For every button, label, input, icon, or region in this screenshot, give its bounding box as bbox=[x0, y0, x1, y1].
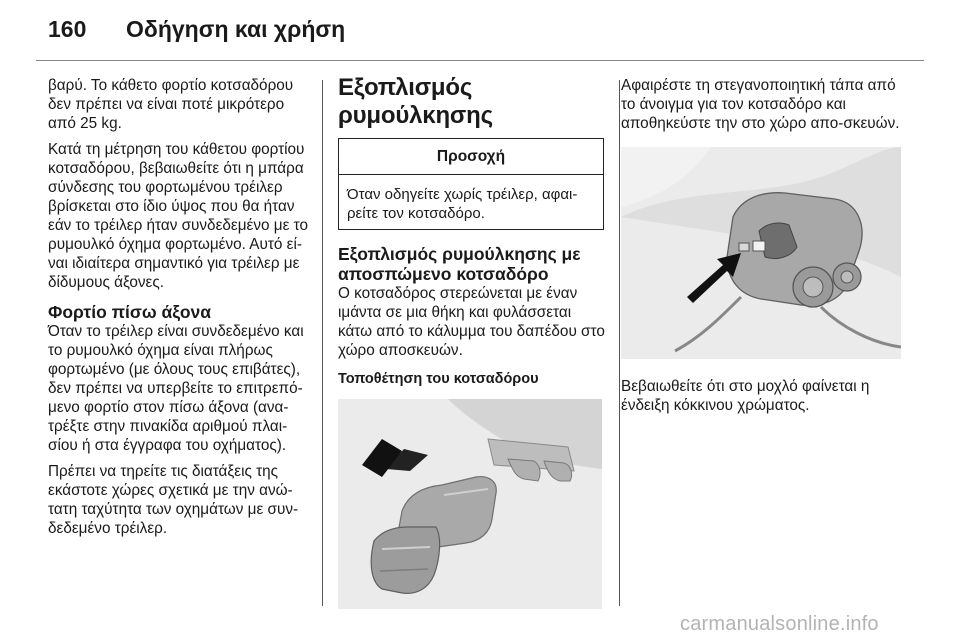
header-divider bbox=[36, 60, 924, 61]
column-1 bbox=[48, 76, 308, 545]
hitch-socket-illustration bbox=[621, 147, 901, 359]
paragraph: Αφαιρέστε τη στεγανοποιητική τάπα από το άνοιγμα για τον κοτσαδόρο και αποθηκεύστε την στο χώρο απο-σκευών. bbox=[621, 77, 900, 132]
column-divider-1 bbox=[322, 80, 323, 606]
column-3 bbox=[621, 76, 911, 422]
hitch-removal-illustration bbox=[338, 399, 602, 609]
axle-load-heading: Φορτίο πίσω άξονα bbox=[48, 302, 212, 322]
page-title: Οδήγηση και χρήση bbox=[126, 16, 346, 42]
paragraph: βαρύ. Το κάθετο φορτίο κοτσαδόρου δεν πρέπει να είναι ποτέ μικρότερο από 25 kg. bbox=[48, 77, 294, 132]
paragraph: Βεβαιωθείτε ότι στο μοχλό φαίνεται η ένδειξη κόκκινου χρώματος. bbox=[621, 378, 870, 414]
page-header bbox=[0, 0, 960, 64]
paragraph: Κατά τη μέτρηση του κάθετου φορτίου κοτσαδόρου, βεβαιωθείτε ότι η μπάρα σύνδεσης του φορτωμένου τρέιλερ βρίσκεται στο ίδιο ύψος που θα ήταν εάν το τρέιλερ ήταν συνδεδεμένο με το ρυμουλκό όχημα φορτωμένο. Αυτό εί-ναι ιδιαίτερα σημαντικό για τρέιλερ με δίδυμους άξονες. bbox=[48, 141, 308, 291]
caution-box bbox=[338, 138, 604, 230]
column-divider-2 bbox=[619, 80, 620, 606]
watermark: carmanualsonline.info bbox=[680, 613, 879, 635]
hitch-cover-illustration bbox=[338, 399, 602, 609]
hitch-socket-drawing bbox=[621, 147, 901, 359]
section-title: Εξοπλισμός ρυμούλκησης bbox=[338, 74, 493, 129]
paragraph: Πρέπει να τηρείτε τις διατάξεις της εκάστοτε χώρες σχετικά με την ανώ-τατη ταχύτητα των οχημάτων με συν-δεδεμένο τρέιλερ. bbox=[48, 463, 299, 537]
caution-title: Προσοχή bbox=[339, 139, 603, 175]
page-number: 160 bbox=[48, 16, 87, 42]
detachable-hitch-heading: Εξοπλισμός ρυμούλκησης με αποσπώμενο κοτσαδόρο bbox=[338, 244, 581, 284]
procedure-title: Τοποθέτηση του κοτσαδόρου bbox=[338, 371, 539, 387]
paragraph: Ο κοτσαδόρος στερεώνεται με έναν ιμάντα σε μια θήκη και φυλάσσεται κάτω από το κάλυμμα του δαπέδου στο χώρο αποσκευών. bbox=[338, 285, 605, 359]
caution-text: Όταν οδηγείτε χωρίς τρέιλερ, αφαι-ρείτε τον κοτσαδόρο. bbox=[347, 186, 578, 222]
paragraph: Όταν το τρέιλερ είναι συνδεδεμένο και το ρυμουλκό όχημα είναι πλήρως φορτωμένο (με όλους τους επιβάτες), δεν πρέπει να υπερβείτε το επιτρεπό-μενο φορτίο στον πίσω άξονα (ανα-τρέξτε στην πινακίδα αριθμού πλαι-σίου ή στα έγγραφα του οχήματος). bbox=[48, 323, 304, 454]
column-2 bbox=[338, 74, 606, 609]
